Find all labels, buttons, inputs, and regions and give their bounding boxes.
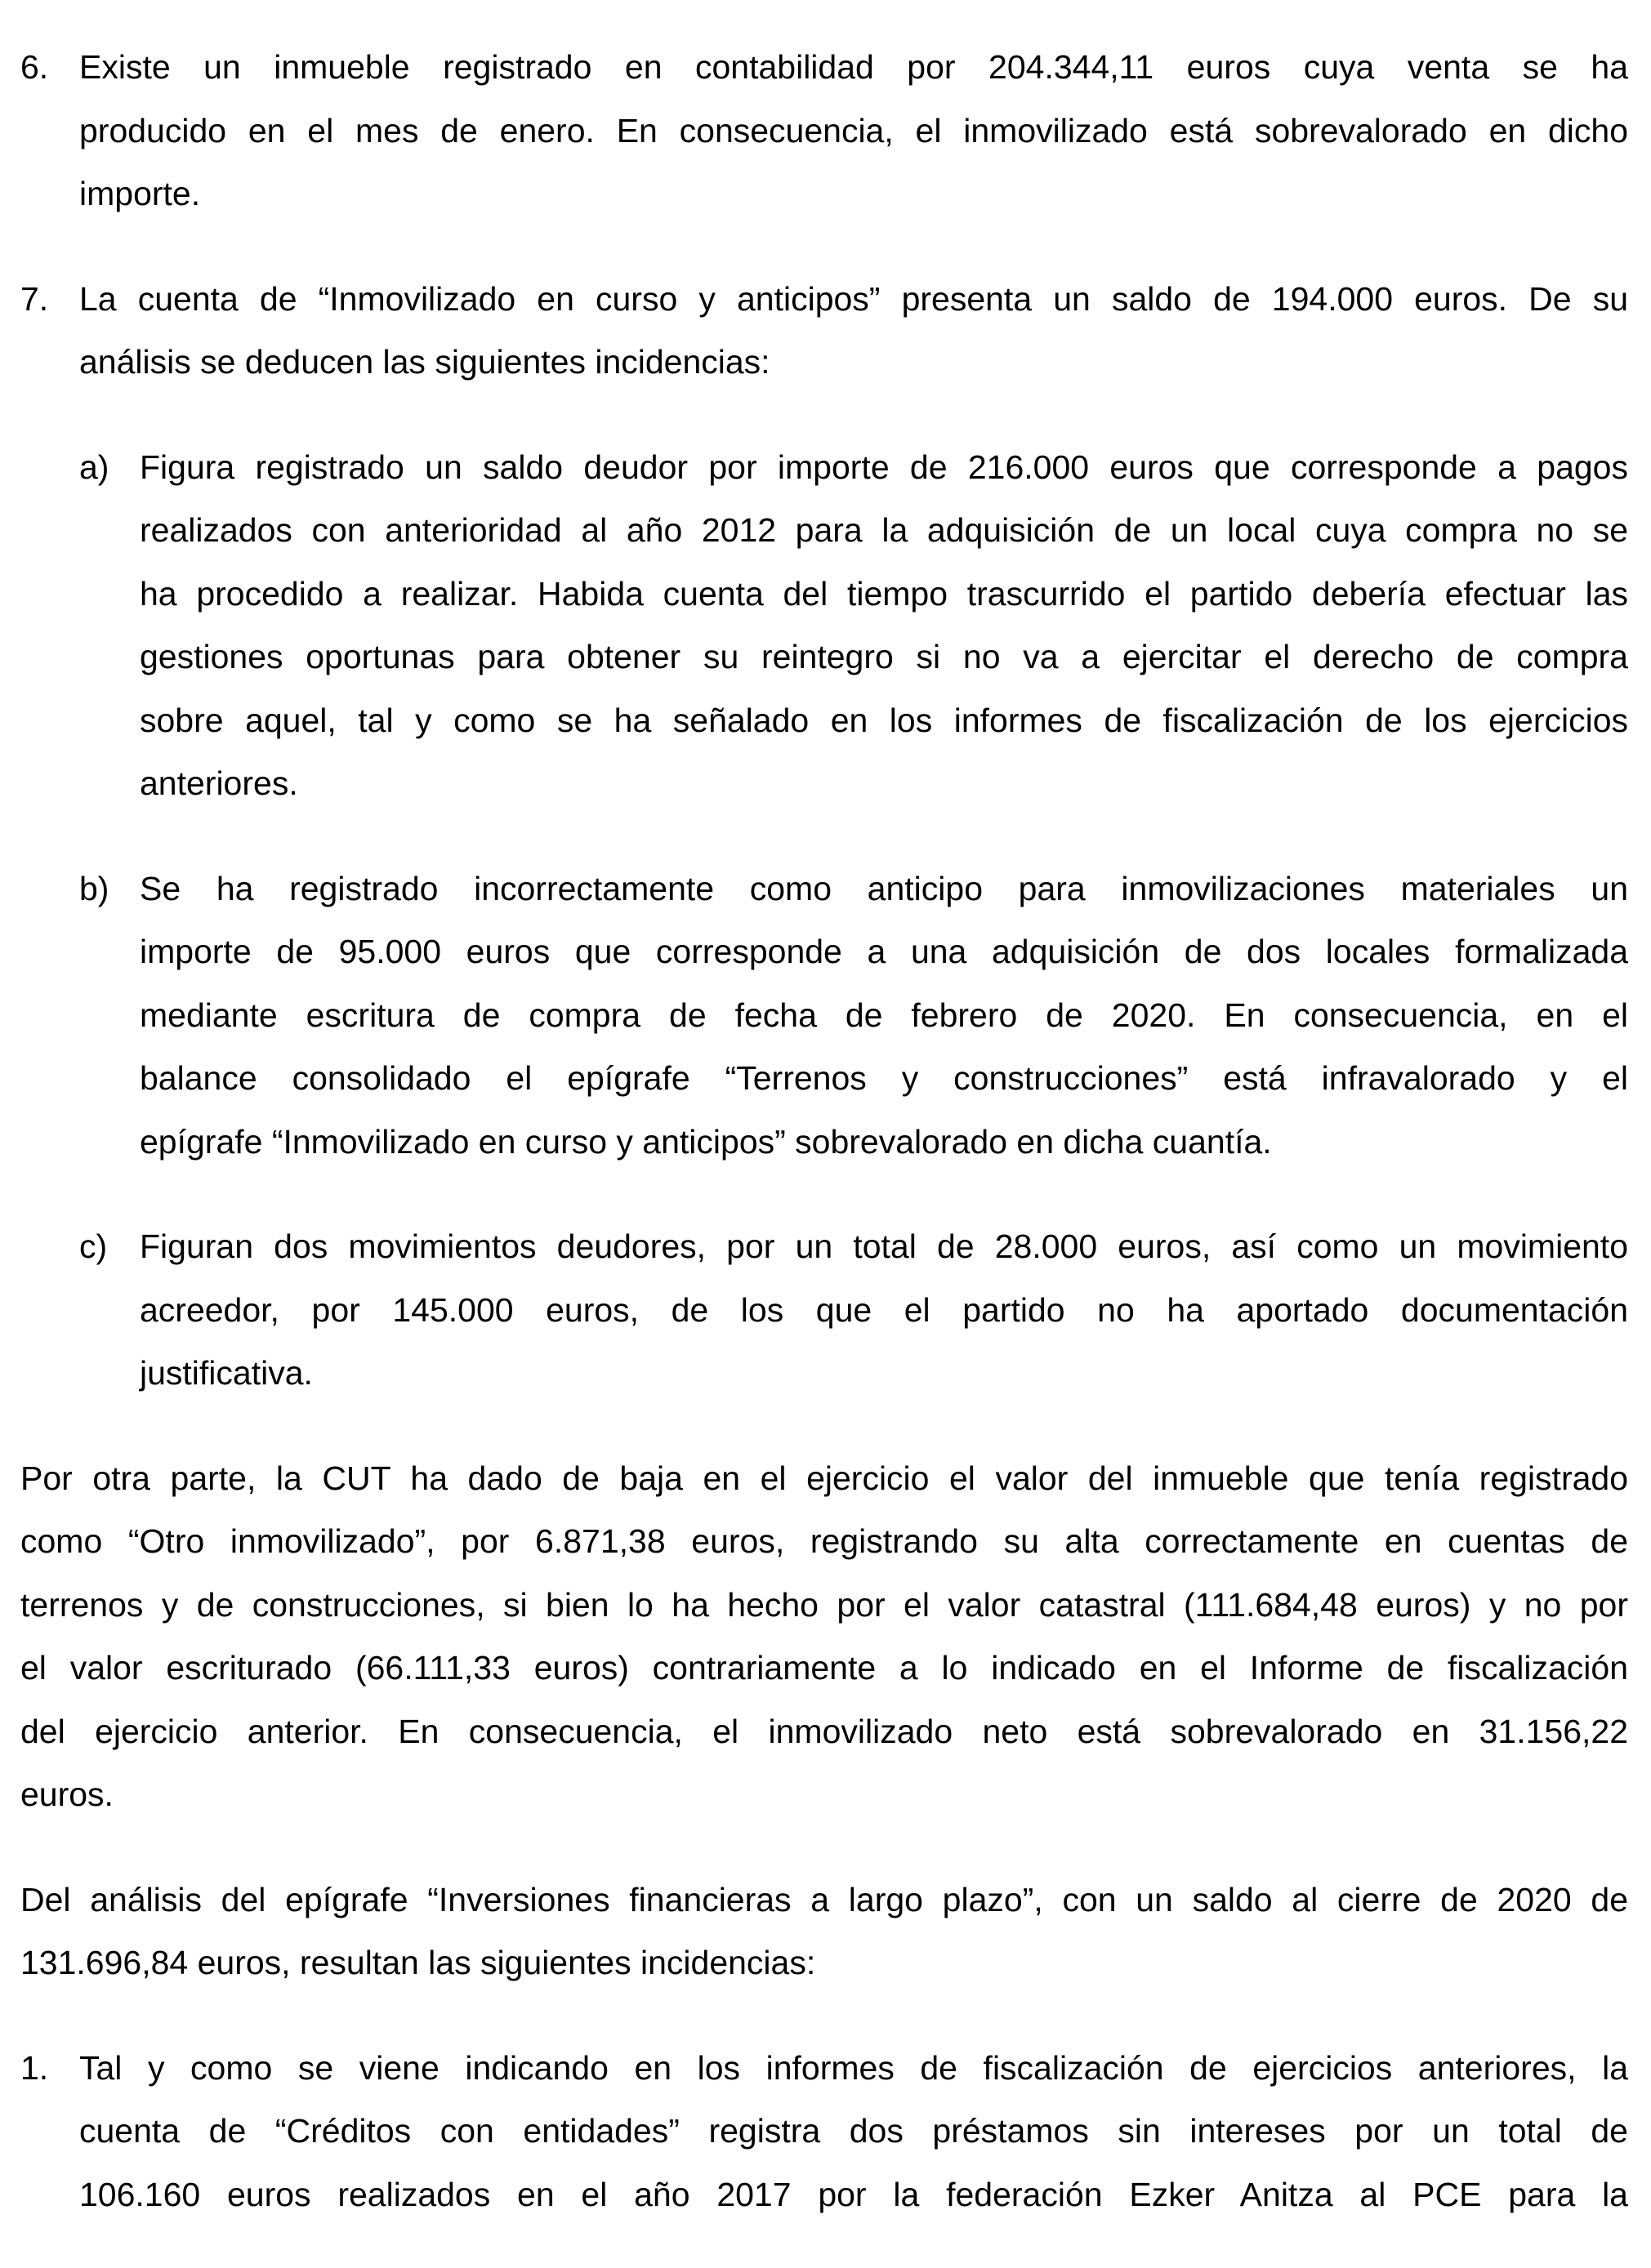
list-marker: 7.: [20, 279, 49, 318]
text-line: del ejercicio anterior. En consecuencia, el inmovilizado neto está sobrevalorado en 31.156,22: [20, 1712, 1628, 1750]
text-line: Tal y como se viene indicando en los informes de fiscalización de ejercicios anteriores, la: [79, 2048, 1628, 2087]
text-line: Se ha registrado incorrectamente como anticipo para inmovilizaciones materiales un: [140, 869, 1628, 907]
text-line: Del análisis del epígrafe “Inversiones financieras a largo plazo”, con un saldo al cierre de 2020 de: [20, 1880, 1628, 1918]
text-line: acreedor, por 145.000 euros, de los que el partido no ha aportado documentación: [140, 1290, 1628, 1329]
text-line: 106.160 euros realizados en el año 2017 por la federación Ezker Anitza al PCE para la: [79, 2175, 1628, 2213]
list-item: [0, 268, 1651, 394]
text-line: sobre aquel, tal y como se ha señalado en los informes de fiscalización de los ejercicios: [140, 701, 1628, 739]
text-line: balance consolidado el epígrafe “Terrenos y construcciones” está infravalorado y el: [140, 1059, 1628, 1097]
text-line: La cuenta de “Inmovilizado en curso y anticipos” presenta un saldo de 194.000 euros. De su: [79, 279, 1628, 318]
document-page: [0, 36, 1651, 2268]
list-marker: c): [79, 1228, 108, 1265]
text-line: importe.: [79, 175, 201, 212]
text-line: Figura registrado un saldo deudor por importe de 216.000 euros que corresponde a pagos: [140, 448, 1628, 486]
text-line: realizados con anterioridad al año 2012 para la adquisición de un local cuya compra no se: [140, 511, 1628, 549]
text-line: importe de 95.000 euros que corresponde a una adquisición de dos locales formalizada: [140, 933, 1628, 970]
text-line: ha procedido a realizar. Habida cuenta del tiempo trascurrido el partido debería efectuar las: [140, 574, 1628, 613]
text-line: Figuran dos movimientos deudores, por un total de 28.000 euros, así como un movimiento: [140, 1228, 1628, 1265]
paragraph: [0, 1447, 1651, 1827]
list-marker: 6.: [20, 48, 49, 86]
text-line: como “Otro inmovilizado”, por 6.871,38 euros, registrando su alta correctamente en cuentas de: [20, 1522, 1628, 1560]
list-item: [0, 436, 1651, 816]
text-line: terrenos y de construcciones, si bien lo ha hecho por el valor catastral (111.684,48 euros) y no por: [20, 1585, 1628, 1624]
list-marker: a): [79, 448, 109, 486]
list-marker: b): [79, 869, 109, 907]
paragraph: [0, 1869, 1651, 1995]
text-line: cuenta de “Créditos con entidades” registra dos préstamos sin intereses por un total de: [79, 2112, 1628, 2150]
text-line: análisis se deducen las siguientes incidencias:: [79, 343, 770, 381]
list-marker: 1.: [20, 2048, 49, 2087]
list-item: [0, 1215, 1651, 1406]
list-item: [0, 2037, 1651, 2227]
text-line: gestiones oportunas para obtener su reintegro si no va a ejercitar el derecho de compra: [140, 638, 1628, 675]
text-line: Existe un inmueble registrado en contabilidad por 204.344,11 euros cuya venta se ha: [79, 48, 1628, 86]
text-line: producido en el mes de enero. En consecuencia, el inmovilizado está sobrevalorado en dicho: [79, 111, 1628, 149]
text-line: el valor escriturado (66.111,33 euros) contrariamente a lo indicado en el Informe de fiscalización: [20, 1649, 1628, 1687]
text-line: 131.696,84 euros, resultan las siguientes incidencias:: [20, 1944, 816, 1981]
list-item: [0, 858, 1651, 1174]
text-line: epígrafe “Inmovilizado en curso y anticipos” sobrevalorado en dicha cuantía.: [140, 1122, 1272, 1161]
text-line: justificativa.: [140, 1354, 313, 1392]
text-line: Por otra parte, la CUT ha dado de baja en el ejercicio el valor del inmueble que tenía registrado: [20, 1459, 1628, 1497]
text-line: euros.: [20, 1776, 114, 1813]
text-line: anteriores.: [140, 764, 298, 802]
list-item: [0, 36, 1651, 226]
text-line: mediante escritura de compra de fecha de febrero de 2020. En consecuencia, en el: [140, 996, 1628, 1034]
